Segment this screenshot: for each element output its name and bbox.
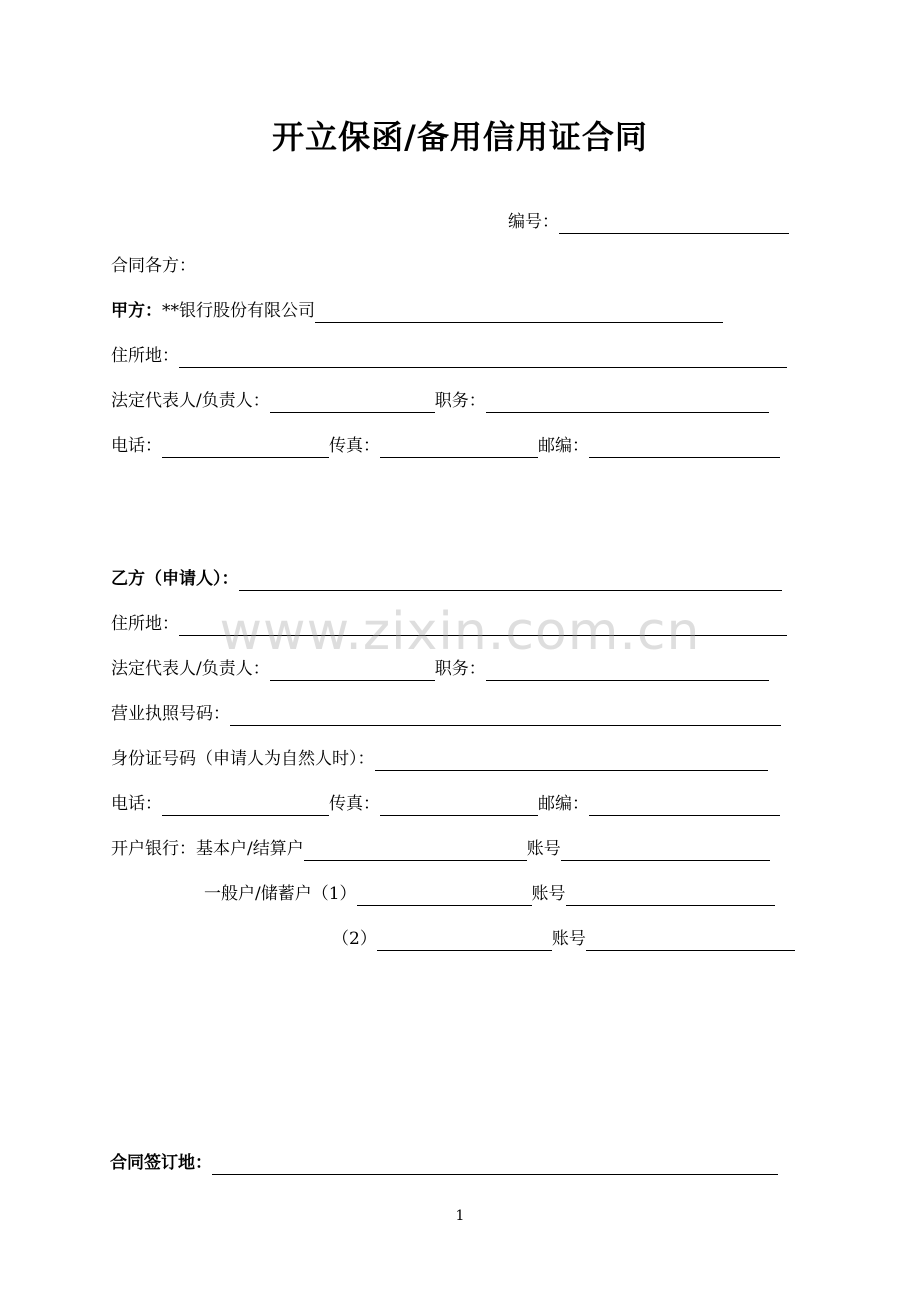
party-a-label: 甲方： — [111, 301, 162, 321]
party-b-position-label: 职务： — [434, 659, 486, 679]
party-b-name-row — [111, 563, 782, 591]
party-b-position-field[interactable] — [486, 660, 769, 681]
party-b-name-field[interactable] — [239, 570, 782, 591]
party-b-license-field[interactable] — [230, 705, 781, 726]
sign-place-field[interactable] — [212, 1154, 778, 1175]
basic-account-bank-field[interactable] — [304, 840, 527, 861]
party-a-rep-field[interactable] — [270, 392, 435, 413]
party-b-rep-row — [111, 653, 769, 681]
party-b-id-field[interactable] — [375, 750, 768, 771]
basic-account-label: 基本户/结算户 — [196, 839, 304, 859]
party-b-license-label: 营业执照号码： — [111, 704, 230, 724]
second-account-number-label: 账号 — [551, 929, 586, 949]
contract-number-row — [508, 206, 789, 234]
party-b-phone-label: 电话： — [111, 794, 162, 814]
sign-place-label: 合同签订地： — [110, 1153, 212, 1173]
party-a-zip-field[interactable] — [589, 437, 780, 458]
party-b-zip-field[interactable] — [589, 795, 780, 816]
second-account-bank-field[interactable] — [377, 930, 552, 951]
second-account-number-field[interactable] — [586, 930, 795, 951]
general-account-bank-field[interactable] — [357, 885, 532, 906]
party-b-bank-label: 开户银行： — [111, 839, 196, 859]
party-b-label: 乙方（申请人）： — [111, 569, 239, 589]
party-a-phone-field[interactable] — [162, 437, 329, 458]
party-b-fax-label: 传真： — [329, 794, 380, 814]
party-b-rep-field[interactable] — [270, 660, 435, 681]
party-b-fax-field[interactable] — [380, 795, 538, 816]
party-a-position-label: 职务： — [434, 391, 486, 411]
party-a-name: **银行股份有限公司 — [162, 301, 315, 321]
contract-number-label: 编号： — [508, 212, 559, 232]
party-b-bank-general-row — [204, 878, 775, 906]
party-a-name-field[interactable] — [315, 302, 723, 323]
party-b-phone-field[interactable] — [162, 795, 329, 816]
party-b-address-label: 住所地： — [111, 614, 179, 634]
party-a-address-label: 住所地： — [111, 346, 179, 366]
party-b-bank-second-row — [332, 923, 795, 951]
party-a-fax-label: 传真： — [329, 436, 380, 456]
contract-number-field[interactable] — [559, 213, 789, 234]
basic-account-number-label: 账号 — [526, 839, 561, 859]
party-a-position-field[interactable] — [486, 392, 769, 413]
party-a-contact-row — [111, 430, 780, 458]
parties-row — [111, 250, 196, 278]
party-a-address-field[interactable] — [179, 347, 787, 368]
party-a-name-row — [111, 295, 723, 323]
parties-label: 合同各方： — [111, 256, 196, 276]
party-b-address-field[interactable] — [179, 615, 787, 636]
sign-place-row — [110, 1147, 778, 1175]
party-b-bank-basic-row — [111, 833, 770, 861]
page-number: 1 — [455, 1208, 465, 1224]
party-a-rep-row — [111, 385, 769, 413]
party-a-rep-label: 法定代表人/负责人： — [111, 391, 270, 411]
party-b-id-label: 身份证号码（申请人为自然人时）： — [111, 749, 375, 769]
document-title: 开立保函/备用信用证合同 — [272, 118, 648, 156]
basic-account-number-field[interactable] — [561, 840, 770, 861]
general-account-label: 一般户/储蓄户（1） — [204, 884, 357, 904]
party-b-license-row — [111, 698, 781, 726]
party-b-rep-label: 法定代表人/负责人： — [111, 659, 270, 679]
second-account-label: （2） — [332, 929, 377, 949]
party-a-zip-label: 邮编： — [538, 436, 589, 456]
watermark: www.zixin.com.cn — [219, 602, 701, 662]
general-account-number-label: 账号 — [531, 884, 566, 904]
general-account-number-field[interactable] — [566, 885, 775, 906]
party-a-fax-field[interactable] — [380, 437, 538, 458]
party-b-contact-row — [111, 788, 780, 816]
party-a-phone-label: 电话： — [111, 436, 162, 456]
party-b-zip-label: 邮编： — [538, 794, 589, 814]
party-b-id-row — [111, 743, 768, 771]
party-b-address-row — [111, 608, 787, 636]
party-a-address-row — [111, 340, 787, 368]
